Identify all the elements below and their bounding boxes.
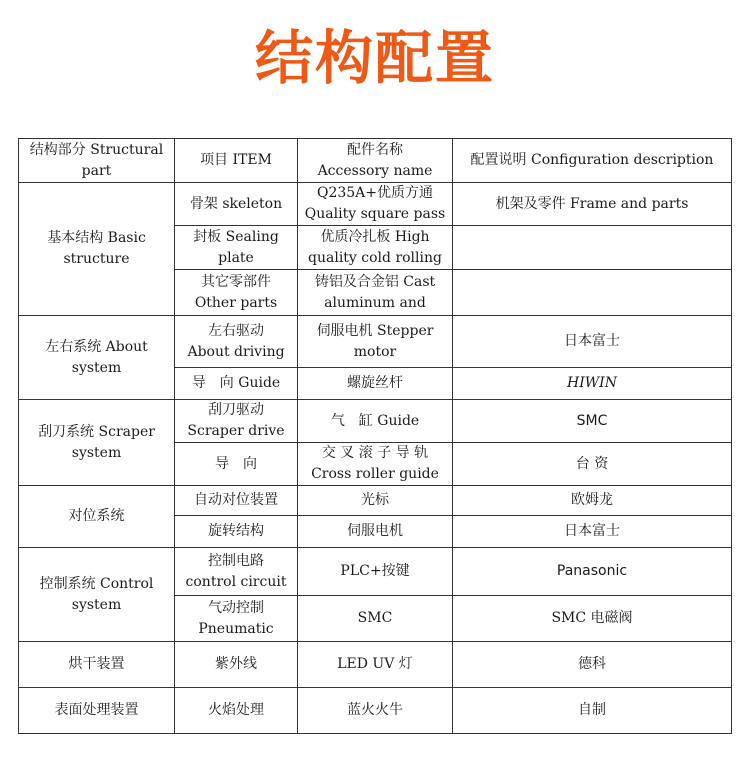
part-cell [298,516,453,548]
header-configuration-description [453,139,732,183]
header-accessory-name [298,139,453,183]
cell-line: 伺服电机 Stepper [316,322,434,339]
cell-line: 机架及零件 Frame and parts [495,195,689,212]
group-cell [19,688,175,734]
cell-line: 结构部分 Structural [29,141,164,158]
cell-line: 烘干装置 [68,656,125,672]
part-cell [298,596,453,642]
part-cell [298,688,453,734]
table-header-row [19,139,732,183]
part-cell [298,368,453,400]
cell-line: 配件名称 [347,141,403,158]
cell-line: SMC [576,412,608,429]
cell-line: Other parts [194,294,278,311]
cell-line: 蓝火火牛 [347,702,403,718]
cell-line: Scraper drive [187,423,285,439]
cell-line: system [71,359,122,376]
cell-line: control circuit [185,573,287,590]
desc-cell [453,548,732,596]
page-title: 结构配置 [254,24,495,92]
cell-line: PLC+按键 [340,563,410,579]
desc-cell [453,400,732,443]
part-cell [298,486,453,516]
desc-cell [453,596,732,642]
cell-line: 封板 Sealing [193,228,279,245]
cell-line: 火焰处理 [208,702,264,718]
cell-line: 光标 [361,492,389,508]
cell-line: 旋转结构 [208,523,264,539]
group-cell [19,400,175,486]
header-item [175,139,298,183]
part-cell [298,642,453,688]
header-structural-part [19,139,175,183]
table-row [19,548,732,596]
item-cell [175,183,298,226]
part-cell [298,226,453,270]
cell-line: 控制电路 [208,552,264,569]
table-row [19,688,732,734]
desc-cell [453,270,732,316]
cell-line: 自制 [578,702,606,718]
part-cell [298,183,453,226]
cell-line: 骨架 skeleton [189,195,283,212]
cell-line: LED UV 灯 [337,656,413,672]
table-row [19,316,732,368]
cell-line: Accessory name [317,162,433,179]
cell-line: 刮刀驱动 [208,402,264,418]
cell-line: 伺服电机 [347,523,403,539]
cell-line: 台 资 [575,455,609,472]
cell-line: structure [63,251,130,267]
item-cell [175,443,298,486]
part-cell [298,548,453,596]
item-cell [175,548,298,596]
cell-line: SMC 电磁阀 [551,610,633,626]
cell-line: 铸铝及合金铝 Cast [314,273,436,290]
table-row [19,400,732,443]
cell-line: system [71,444,122,461]
desc-cell [453,226,732,270]
desc-cell [453,516,732,548]
cell-line: 表面处理装置 [54,702,139,718]
table-row [19,486,732,516]
desc-cell [453,368,732,400]
cell-line: 导 向 [215,455,257,472]
desc-cell [453,642,732,688]
group-cell [19,316,175,400]
part-cell [298,400,453,443]
cell-line: 螺旋丝杆 [347,375,403,391]
desc-cell [453,443,732,486]
desc-cell [453,316,732,368]
cell-line: 日本富士 [564,333,620,349]
cell-line: motor [353,343,397,360]
cell-line: 导 向 Guide [191,375,281,391]
cell-line: 左右系统 About [45,338,148,355]
cell-line: 控制系统 Control [39,575,154,592]
item-cell [175,642,298,688]
group-cell [19,183,175,316]
cell-line: 交 叉 滚 子 导 轨 [321,445,429,461]
cell-line: 日本富士 [564,523,620,539]
part-cell [298,316,453,368]
cell-line: Cross roller guide [311,466,439,482]
part-cell [298,270,453,316]
cell-line: 其它零部件 [201,273,271,290]
group-cell [19,642,175,688]
item-cell [175,688,298,734]
cell-line: system [71,596,122,613]
cell-line: quality cold rolling [308,249,442,266]
item-cell [175,368,298,400]
cell-line: 紫外线 [215,656,257,672]
cell-line: 项目 ITEM [200,152,272,168]
item-cell [175,270,298,316]
cell-line: Pneumatic [198,620,274,637]
cell-line: part [81,162,112,179]
cell-line: 对位系统 [68,508,125,524]
desc-cell [453,688,732,734]
part-cell [298,443,453,486]
cell-line: 气 缸 Guide [330,412,420,429]
table-row [19,183,732,226]
cell-line: HIWIN [567,375,617,391]
item-cell [175,400,298,443]
desc-cell [453,486,732,516]
cell-line: 配置说明 Configuration description [470,152,714,168]
cell-line: Quality square pass [304,206,446,222]
cell-line: 欧姆龙 [571,492,613,508]
table-row [19,642,732,688]
cell-line: 优质冷扎板 High [320,228,430,245]
group-cell [19,548,175,642]
cell-line: 自动对位装置 [194,492,278,508]
cell-line: aluminum and [324,294,426,311]
item-cell [175,486,298,516]
group-cell [19,486,175,548]
cell-line: 基本结构 Basic [47,230,146,246]
desc-cell [453,183,732,226]
cell-line: 德科 [578,656,606,672]
item-cell [175,226,298,270]
cell-line: 左右驱动 [208,322,264,339]
cell-line: 刮刀系统 Scraper [38,423,155,440]
item-cell [175,596,298,642]
cell-line: SMC [357,610,393,626]
cell-line: About driving [187,343,285,360]
cell-line: plate [218,249,254,266]
item-cell [175,316,298,368]
item-cell [175,516,298,548]
cell-line: Q235A+优质方通 [316,185,434,201]
cell-line: Panasonic [556,563,628,579]
cell-line: 气动控制 [208,599,264,616]
spec-table [18,138,732,734]
